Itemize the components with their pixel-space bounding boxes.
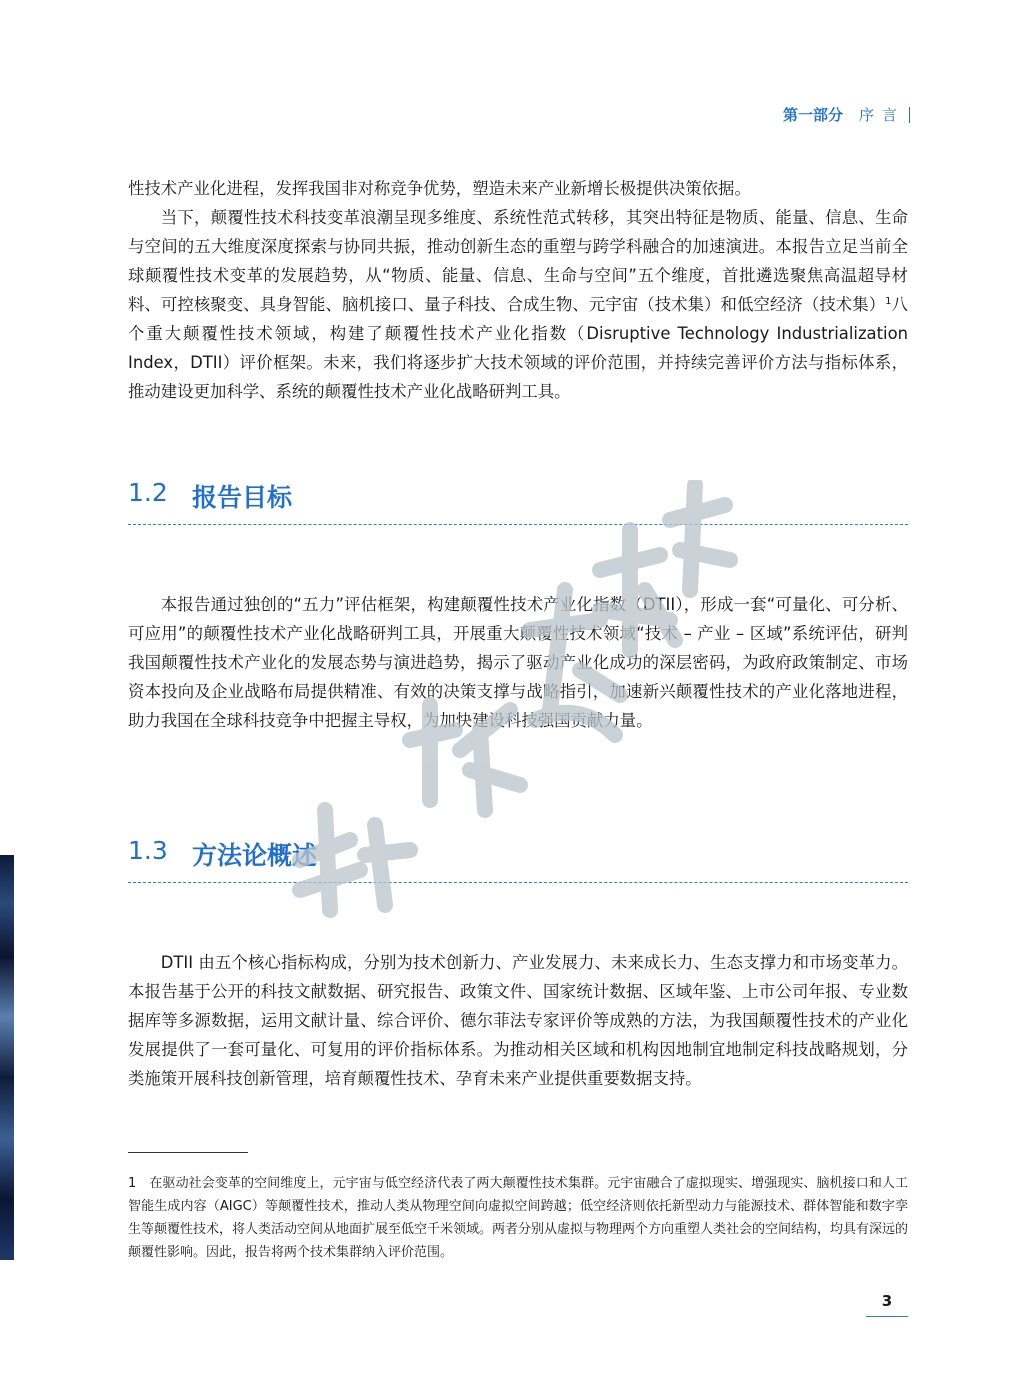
section-heading-1-3 <box>128 836 908 883</box>
header-part: 第一部分 <box>782 106 843 124</box>
header-divider <box>909 107 910 123</box>
paragraph-methodology: DTII 由五个核心指标构成，分别为技术创新力、产业发展力、未来成长力、生态支撑力和市场变革力。本报告基于公开的科技文献数据、研究报告、政策文件、国家统计数据、区域年鉴、上市公司年报、专业数据库等多源数据，运用文献计量、综合评价、德尔菲法专家评价等成熟的方法，为我国颠覆性技术的产业化发展提供了一套可量化、可复用的评价指标体系。为推动相关区域和机构因地制宜地制定科技战略规划，分类施策开展科技创新管理，培育颠覆性技术、孕育未来产业提供重要数据支持。 <box>128 953 908 1088</box>
footnote-ref[interactable]: 1 <box>885 296 892 307</box>
page-number: 3 <box>866 1292 908 1317</box>
section-title: 方法论概述 <box>192 841 318 870</box>
side-decoration-image <box>0 855 14 1260</box>
section-title: 报告目标 <box>192 483 293 512</box>
paragraph-intro <box>128 203 908 406</box>
paragraph-report-goals: 本报告通过独创的“五力”评估框架，构建颠覆性技术产业化指数（DTII），形成一套“可量化、可分析、可应用”的颠覆性技术产业化战略研判工具，开展重大颠覆性技术领域“技术 – 产业 – 区域”系统评估，研判我国颠覆性技术产业化的发展态势与演进趋势，揭示了驱动产业化成功的深层密码，为政府政策制定、市场资本投向及企业战略布局提供精准、有效的决策支撑与战略指引，加速新兴颠覆性技术的产业化落地进程，助力我国在全球科技竞争中把握主导权，为加快建设科技强国贡献力量。 <box>128 595 908 730</box>
footnote-rule <box>128 1152 248 1153</box>
running-header <box>783 104 910 125</box>
paragraph-intro-part2: 八个重大颠覆性技术领域，构建了颠覆性技术产业化指数（Disruptive Technology Industrialization Index，DTII）评价框架。未来，我们将逐步扩大技术领域的评价范围，并持续完善评价方法与指标体系，推动建设更加科学、系统的颠覆性技术产业化战略研判工具。 <box>128 295 909 401</box>
section-number: 1.3 <box>128 836 168 865</box>
paragraph-intro-part1: 当下，颠覆性技术科技变革浪潮呈现多维度、系统性范式转移，其突出特征是物质、能量、信息、生命与空间的五大维度深度探索与协同共振，推动创新生态的重塑与跨学科融合的加速演进。本报告立足当前全球颠覆性技术变革的发展趋势，从“物质、能量、信息、生命与空间”五个维度，首批遴选聚焦高温超导材料、可控核聚变、具身智能、脑机接口、量子科技、合成生物、元宇宙（技术集）和低空经济（技术集） <box>128 208 908 314</box>
header-section: 序言 <box>858 106 905 124</box>
section-number: 1.2 <box>128 478 168 507</box>
footnote-1: 1 在驱动社会变革的空间维度上，元宇宙与低空经济代表了两大颠覆性技术集群。元宇宙融合了虚拟现实、增强现实、脑机接口和人工智能生成内容（AIGC）等颠覆性技术，推动人类从物理空间向虚拟空间跨越；低空经济则依托新型动力与能源技术、群体智能和数字孪生等颠覆性技术，将人类活动空间从地面扩展至低空千米领域。两者分别从虚拟与物理两个方向重塑人类社会的空间结构，均具有深远的颠覆性影响。因此，报告将两个技术集群纳入评价范围。 <box>128 1176 909 1260</box>
section-heading-1-2 <box>128 478 908 525</box>
paragraph-continuation: 性技术产业化进程，发挥我国非对称竞争优势，塑造未来产业新增长极提供决策依据。 <box>128 179 751 198</box>
